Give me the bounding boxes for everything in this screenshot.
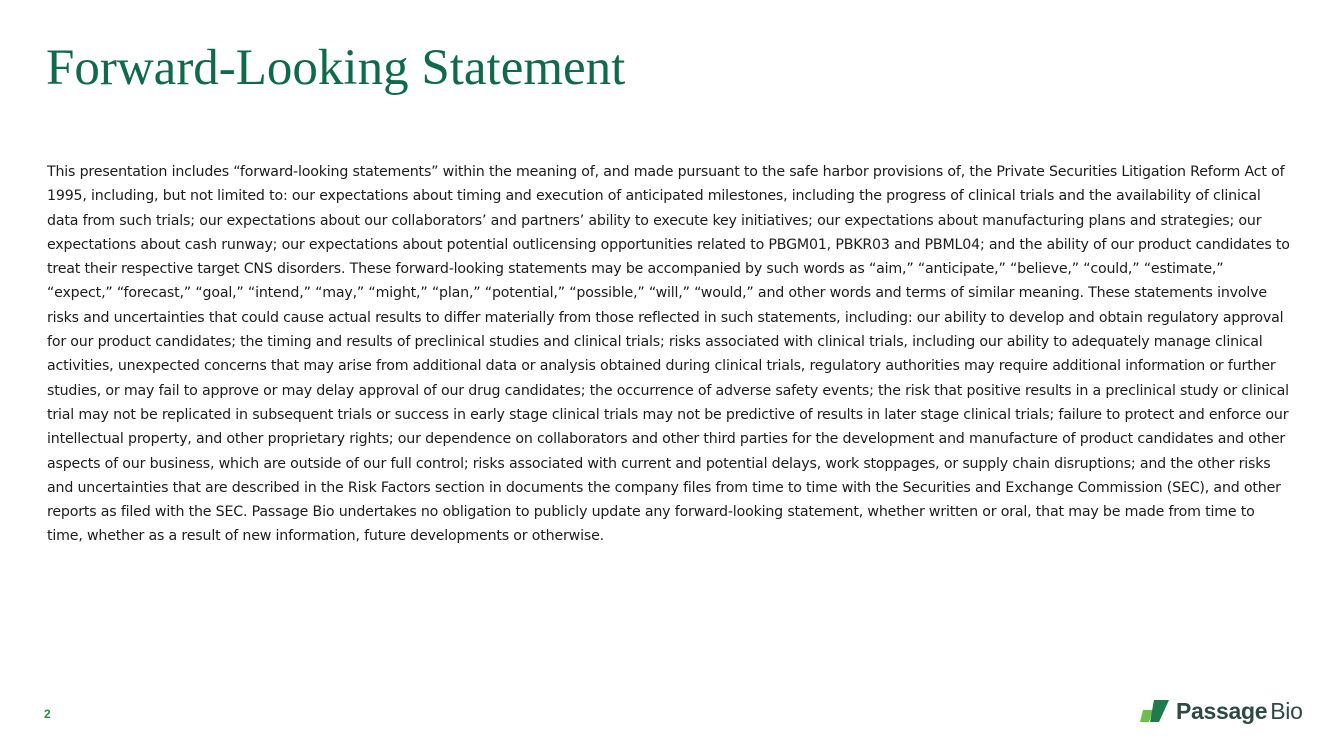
slide-title: Forward-Looking Statement [46, 40, 626, 96]
page-number: 2 [44, 707, 51, 721]
forward-looking-statement-text: This presentation includes “forward-looking statements” within the meaning of, and made pursuant to the safe harbor provisions of, the Private Securities Litigation Reform Act of 1995, including, but not limited to: our expectations about timing and execution of anticipated milestones, including the progress of clinical trials and the availability of clinical data from such trials; our expectations about our collaborators’ and partners’ ability to execute key initiatives; our expectations about manufacturing plans and strategies; our expectations about cash runway; our expectations about potential outlicensing opportunities related to PBGM01, PBKR03 and PBML04; and the ability of our product candidates to treat their respective target CNS disorders. These forward-looking statements may be accompanied by such words as “aim,” “anticipate,” “believe,” “could,” “estimate,” “expect,” “forecast,” “goal,” “intend,” “may,” “might,” “plan,” “potential,” “possible,” “will,” “would,” and other words and terms of similar meaning. These statements involve risks and uncertainties that could cause actual results to differ materially from those reflected in such statements, including: our ability to develop and obtain regulatory approval for our product candidates; the timing and results of preclinical studies and clinical trials; risks associated with clinical trials, including our ability to adequately manage clinical activities, unexpected concerns that may arise from additional data or analysis obtained during clinical trials, regulatory authorities may require additional information or further studies, or may fail to approve or may delay approval of our drug candidates; the occurrence of adverse safety events; the risk that positive results in a preclinical study or clinical trial may not be replicated in subsequent trials or success in early stage clinical trials may not be predictive of results in later stage clinical trials; failure to protect and enforce our intellectual property, and other proprietary rights; our dependence on collaborators and other third parties for the development and manufacture of product candidates and other aspects of our business, which are outside of our full control; risks associated with current and potential delays, work stoppages, or supply chain disruptions; and the other risks and uncertainties that are described in the Risk Factors section in documents the company files from time to time with the Securities and Exchange Commission (SEC), and other reports as filed with the SEC. Passage Bio undertakes no obligation to publicly update any forward-looking statement, whether written or oral, that may be made from time to time, whether as a result of new information, future developments or otherwise. [47, 164, 1290, 545]
passage-bio-logo [1140, 697, 1303, 725]
logo-word-bio: Bio [1270, 697, 1303, 724]
logo-wordmark [1176, 698, 1303, 725]
passage-bio-logo-mark-icon [1140, 698, 1170, 724]
logo-word-passage: Passage [1176, 697, 1268, 724]
